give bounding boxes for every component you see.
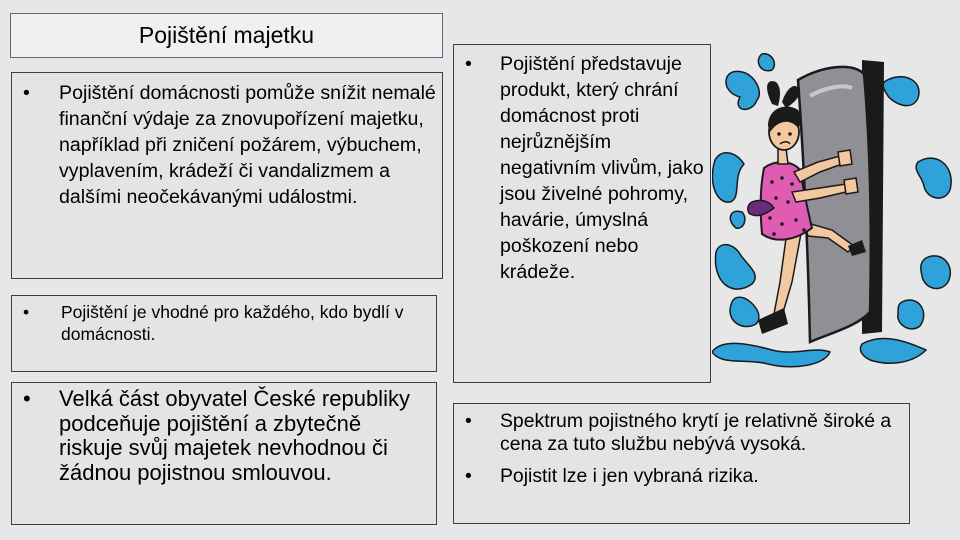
bullet-list	[12, 383, 436, 485]
bullet-icon: •	[23, 82, 30, 104]
text-box-underestimation	[11, 382, 437, 525]
bullet-icon: •	[465, 465, 472, 487]
list-item	[465, 465, 903, 488]
door	[798, 60, 884, 342]
bullet-list	[12, 73, 442, 210]
bullet-list	[454, 404, 909, 488]
list-item	[23, 301, 430, 345]
text-box-home-insurance	[11, 72, 443, 279]
bullet-icon: •	[465, 53, 472, 75]
list-item-text: Pojištění představuje produkt, který chrání domácnost proti nejrůznějším negativním vlivům, jako jsou živelné pohromy, havárie, úmyslná poškození nebo krádeže.	[500, 53, 704, 283]
list-item	[465, 51, 704, 285]
text-box-suitability	[11, 295, 437, 372]
list-item-text: Pojištění domácnosti pomůže snížit nemalé finanční výdaje za znovupořízení majetku, například při zničení požárem, výbuchem, vyplavením, krádeží či vandalizmem a dalšími neočekávanými událostmi.	[59, 82, 436, 208]
bullet-icon: •	[23, 302, 30, 322]
slide-title: Pojištění majetku	[138, 22, 315, 48]
slide-title-box	[10, 13, 443, 58]
list-item	[465, 410, 903, 455]
bullet-list	[12, 296, 436, 345]
text-box-definition	[453, 44, 711, 383]
bullet-icon: •	[465, 410, 472, 432]
text-box-coverage	[453, 403, 910, 524]
bullet-icon: •	[23, 386, 31, 411]
list-item-text: Pojištění je vhodné pro každého, kdo bydlí v domácnosti.	[61, 302, 404, 344]
list-item-text: Spektrum pojistného krytí je relativně široké a cena za tuto službu nebývá vysoká.	[500, 410, 892, 455]
list-item	[23, 80, 436, 210]
woman-holding-door-against-flood-icon	[712, 52, 956, 374]
list-item-text: Pojistit lze i jen vybraná rizika.	[500, 465, 759, 487]
bullet-list	[454, 45, 710, 285]
list-item	[23, 387, 430, 485]
list-item-text: Velká část obyvatel České republiky podceňuje pojištění a zbytečně riskuje svůj majetek nevhodnou či žádnou pojistnou smlouvou.	[59, 386, 410, 485]
